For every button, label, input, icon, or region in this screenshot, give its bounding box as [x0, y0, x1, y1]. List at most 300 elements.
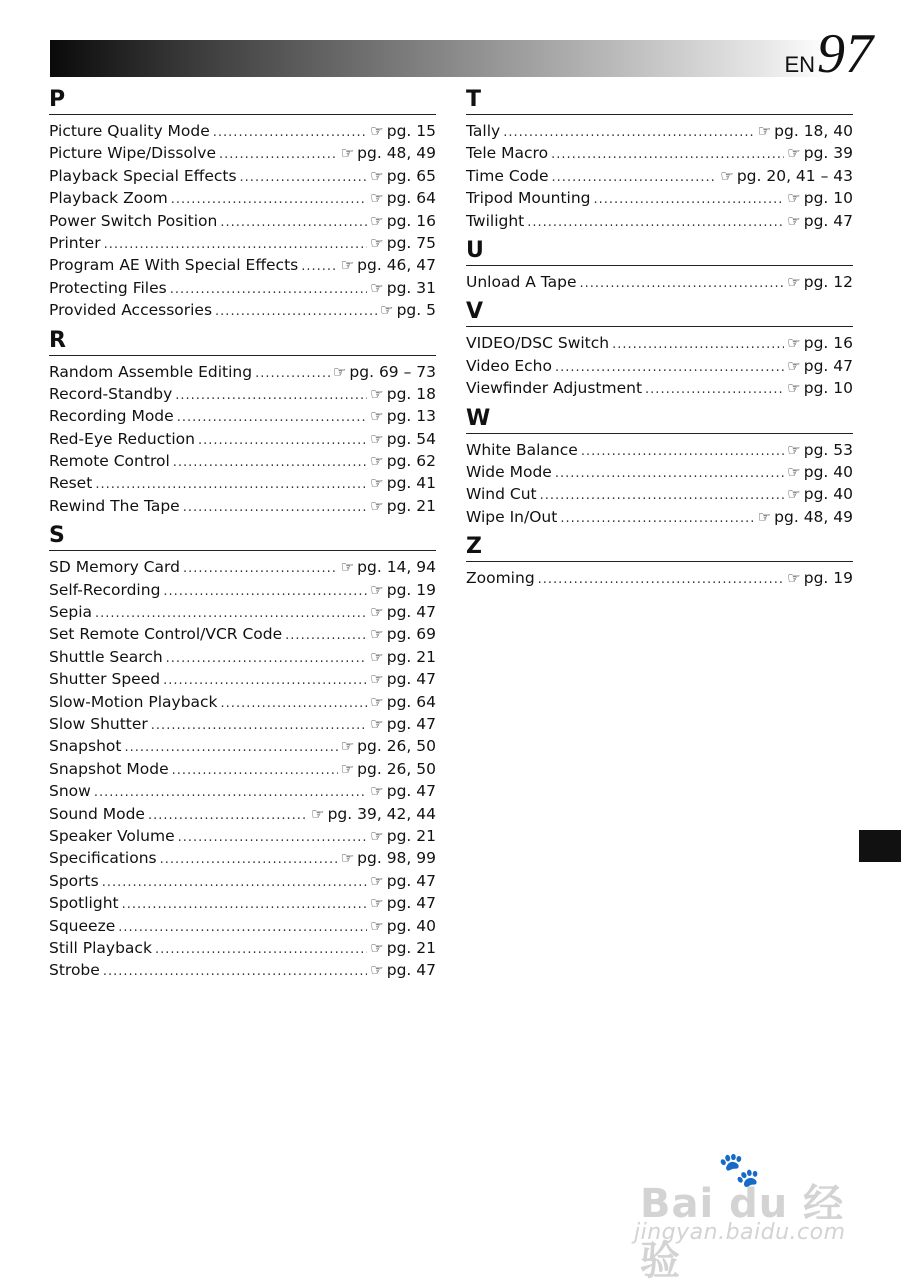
entry-page-ref: [370, 428, 436, 450]
leader-dots: [198, 430, 367, 452]
entry-page-ref: [787, 271, 853, 293]
pointing-hand-icon: ☞: [340, 144, 355, 163]
entry-term: Self-Recording: [49, 580, 161, 599]
page-ref-value: pg. 47: [386, 714, 436, 733]
index-section-w: [466, 405, 853, 529]
pointing-hand-icon: ☞: [370, 647, 384, 666]
page-ref-value: pg. 69: [386, 625, 436, 644]
index-entry: [49, 735, 436, 757]
entry-page-ref: [311, 803, 436, 825]
index-entry: [49, 277, 436, 299]
leader-dots: [166, 648, 368, 670]
entry-page-ref: [370, 825, 436, 847]
entry-page-ref: [333, 361, 436, 383]
index-entry: [466, 483, 853, 505]
index-entry: [49, 623, 436, 645]
entry-term: Spotlight: [49, 894, 119, 913]
leader-dots: [124, 737, 337, 759]
pointing-hand-icon: ☞: [787, 272, 801, 291]
entry-page-ref: [758, 120, 853, 142]
leader-dots: [163, 670, 367, 692]
entry-page-ref: [370, 495, 436, 517]
page-ref-value: pg. 26, 50: [357, 759, 436, 778]
index-entry: [49, 758, 436, 780]
entry-term: Snow: [49, 782, 91, 801]
index-entry: [49, 579, 436, 601]
entry-term: Snapshot: [49, 737, 122, 756]
pointing-hand-icon: ☞: [787, 440, 801, 459]
index-entry: [466, 567, 853, 589]
entry-page-ref: [758, 506, 853, 528]
index-entry: [49, 299, 436, 321]
page-ref-value: pg. 21: [386, 647, 436, 666]
leader-dots: [172, 760, 338, 782]
index-entry: [466, 355, 853, 377]
leader-dots: [177, 407, 368, 429]
leader-dots: [103, 961, 367, 983]
index-entry: [49, 495, 436, 517]
entry-page-ref: [370, 601, 436, 623]
leader-dots: [612, 334, 784, 356]
leader-dots: [148, 805, 308, 827]
pointing-hand-icon: ☞: [370, 452, 384, 471]
entry-term: Tally: [466, 122, 501, 140]
entry-page-ref: [370, 232, 436, 254]
index-entry: [49, 803, 436, 825]
baidu-watermark: [630, 1150, 880, 1284]
page-ref-value: pg. 16: [386, 211, 436, 230]
index-entry: [49, 915, 436, 937]
pointing-hand-icon: ☞: [340, 737, 355, 756]
entry-page-ref: [341, 142, 436, 164]
entry-page-ref: [720, 165, 853, 187]
section-letter: T: [466, 86, 853, 115]
leader-dots: [219, 144, 338, 166]
entry-term: Protecting Files: [49, 278, 167, 297]
entry-page-ref: [370, 713, 436, 735]
leader-dots: [170, 279, 368, 301]
leader-dots: [255, 363, 330, 385]
page-ref-value: pg. 15: [386, 122, 436, 140]
page-ref-value: pg. 18, 40: [774, 122, 853, 140]
page-ref-value: pg. 69 – 73: [349, 362, 436, 381]
entry-page-ref: [370, 210, 436, 232]
page-ref-value: pg. 53: [803, 440, 853, 459]
pointing-hand-icon: ☞: [370, 474, 384, 493]
entry-page-ref: [370, 646, 436, 668]
entry-page-ref: [370, 915, 436, 937]
index-entry: [49, 383, 436, 405]
index-entry: [466, 439, 853, 461]
page-ref-value: pg. 19: [803, 569, 853, 588]
page-ref-value: pg. 47: [386, 670, 436, 689]
entry-term: Tele Macro: [466, 144, 549, 163]
entry-page-ref: [787, 567, 853, 589]
entry-term: Slow Shutter: [49, 714, 148, 733]
leader-dots: [95, 474, 367, 496]
page-ref-value: pg. 47: [386, 961, 436, 980]
entry-term: Specifications: [49, 849, 157, 868]
leader-dots: [155, 939, 367, 961]
entry-page-ref: [370, 405, 436, 427]
leader-dots: [540, 485, 785, 507]
index-entry: [49, 120, 436, 142]
section-letter: R: [49, 327, 436, 356]
pointing-hand-icon: ☞: [787, 485, 801, 504]
index-entry: [49, 405, 436, 427]
index-section-t: [466, 86, 853, 232]
page-ref-value: pg. 62: [386, 452, 436, 471]
pointing-hand-icon: ☞: [370, 189, 384, 208]
leader-dots: [213, 122, 368, 144]
index-column-left: [49, 86, 436, 987]
pointing-hand-icon: ☞: [340, 759, 355, 778]
pointing-hand-icon: ☞: [370, 938, 384, 957]
pointing-hand-icon: ☞: [787, 144, 801, 163]
page-number: [784, 23, 873, 85]
leader-dots: [503, 122, 755, 144]
pointing-hand-icon: ☞: [787, 211, 801, 230]
entry-page-ref: [370, 668, 436, 690]
entry-term: Reset: [49, 474, 93, 493]
index-entry: [49, 601, 436, 623]
index-entry: [49, 210, 436, 232]
index-entry: [49, 870, 436, 892]
leader-dots: [160, 849, 338, 871]
index-entry: [49, 892, 436, 914]
page-ref-value: pg. 14, 94: [357, 558, 436, 577]
page-ref-value: pg. 46, 47: [357, 256, 436, 275]
index-entry: [49, 691, 436, 713]
pointing-hand-icon: ☞: [370, 670, 384, 689]
entry-page-ref: [370, 959, 436, 981]
page-ref-value: pg. 48, 49: [774, 507, 853, 526]
pointing-hand-icon: ☞: [370, 122, 384, 140]
leader-dots: [178, 827, 368, 849]
pointing-hand-icon: ☞: [370, 782, 384, 801]
entry-term: Picture Quality Mode: [49, 122, 210, 140]
entry-page-ref: [370, 892, 436, 914]
index-entry: [49, 825, 436, 847]
entry-term: Video Echo: [466, 356, 552, 375]
leader-dots: [551, 144, 784, 166]
entry-page-ref: [787, 332, 853, 354]
page-ref-value: pg. 75: [386, 233, 436, 252]
pointing-hand-icon: ☞: [370, 429, 384, 448]
index-entry: [49, 361, 436, 383]
leader-dots: [285, 625, 367, 647]
index-entry: [49, 713, 436, 735]
entry-term: Tripod Mounting: [466, 189, 591, 208]
leader-dots: [594, 189, 785, 211]
leader-dots: [104, 234, 368, 256]
entry-term: White Balance: [466, 440, 578, 459]
index-entry: [49, 646, 436, 668]
entry-term: VIDEO/DSC Switch: [466, 334, 610, 353]
leader-dots: [183, 558, 338, 580]
entry-term: Viewfinder Adjustment: [466, 379, 643, 398]
entry-term: Recording Mode: [49, 407, 174, 426]
page-ref-value: pg. 21: [386, 496, 436, 515]
section-letter: V: [466, 298, 853, 327]
pointing-hand-icon: ☞: [787, 462, 801, 481]
entry-page-ref: [787, 461, 853, 483]
index-entry: [466, 187, 853, 209]
entry-page-ref: [787, 439, 853, 461]
page-ref-value: pg. 10: [803, 379, 853, 398]
page-ref-value: pg. 41: [386, 474, 436, 493]
paw-icon: 🐾: [718, 1150, 761, 1190]
index-entry: [466, 461, 853, 483]
entry-term: SD Memory Card: [49, 558, 180, 577]
entry-page-ref: [370, 870, 436, 892]
entry-page-ref: [341, 735, 436, 757]
index-entry: [49, 472, 436, 494]
page-ref-value: pg. 13: [386, 407, 436, 426]
leader-dots: [560, 508, 754, 530]
section-letter: W: [466, 405, 853, 434]
page-ref-value: pg. 16: [803, 334, 853, 353]
index-entry: [466, 506, 853, 528]
index-entry: [49, 937, 436, 959]
pointing-hand-icon: ☞: [370, 692, 384, 711]
entry-page-ref: [370, 187, 436, 209]
entry-term: Playback Zoom: [49, 189, 168, 208]
index-entry: [466, 142, 853, 164]
pointing-hand-icon: ☞: [370, 211, 384, 230]
page-ref-value: pg. 54: [386, 429, 436, 448]
section-letter: P: [49, 86, 436, 115]
page-ref-value: pg. 21: [386, 938, 436, 957]
entry-term: Squeeze: [49, 916, 116, 935]
page-ref-value: pg. 40: [803, 462, 853, 481]
side-index-tab: [859, 830, 901, 862]
page-ref-value: pg. 48, 49: [357, 144, 436, 163]
pointing-hand-icon: ☞: [370, 407, 384, 426]
entry-term: Program AE With Special Effects: [49, 256, 299, 275]
entry-term: Slow-Motion Playback: [49, 692, 218, 711]
entry-page-ref: [341, 758, 436, 780]
index-entry: [466, 165, 853, 187]
entry-term: Shuttle Search: [49, 647, 163, 666]
entry-page-ref: [341, 556, 436, 578]
pointing-hand-icon: ☞: [311, 804, 325, 823]
pointing-hand-icon: ☞: [370, 233, 384, 252]
page-ref-value: pg. 39: [803, 144, 853, 163]
entry-page-ref: [341, 847, 436, 869]
leader-dots: [552, 167, 718, 189]
page-ref-value: pg. 47: [803, 211, 853, 230]
leader-dots: [175, 385, 367, 407]
page-ref-value: pg. 47: [386, 871, 436, 890]
entry-term: Sepia: [49, 603, 93, 622]
entry-term: Wind Cut: [466, 485, 537, 504]
index-entry: [49, 556, 436, 578]
entry-page-ref: [370, 120, 436, 142]
entry-term: Zooming: [466, 569, 535, 588]
entry-page-ref: [787, 210, 853, 232]
index-entry: [49, 780, 436, 802]
entry-page-ref: [380, 299, 436, 321]
entry-page-ref: [787, 187, 853, 209]
page-number-value: 97: [817, 23, 873, 85]
pointing-hand-icon: ☞: [370, 496, 384, 515]
leader-dots: [163, 581, 367, 603]
entry-term: Sound Mode: [49, 804, 145, 823]
entry-term: Unload A Tape: [466, 272, 577, 291]
index-section-z: [466, 533, 853, 589]
page-ref-value: pg. 64: [386, 692, 436, 711]
watermark-url: jingyan.baidu.com: [634, 1220, 846, 1245]
pointing-hand-icon: ☞: [720, 166, 734, 185]
index-entry: [49, 187, 436, 209]
entry-term: Power Switch Position: [49, 211, 218, 230]
entry-term: Twilight: [466, 211, 525, 230]
index-entry: [49, 254, 436, 276]
entry-page-ref: [370, 383, 436, 405]
page-ref-value: pg. 65: [386, 166, 436, 185]
pointing-hand-icon: ☞: [340, 256, 355, 275]
index-entry: [466, 120, 853, 142]
page-ref-value: pg. 21: [386, 826, 436, 845]
leader-dots: [151, 715, 367, 737]
entry-page-ref: [787, 377, 853, 399]
pointing-hand-icon: ☞: [787, 189, 801, 208]
leader-dots: [220, 212, 367, 234]
leader-dots: [173, 452, 368, 474]
entry-page-ref: [370, 691, 436, 713]
leader-dots: [527, 212, 784, 234]
page-ref-value: pg. 10: [803, 189, 853, 208]
pointing-hand-icon: ☞: [370, 826, 384, 845]
page-ref-value: pg. 40: [803, 485, 853, 504]
header-gradient-bar: [50, 40, 830, 77]
entry-page-ref: [370, 579, 436, 601]
index-section-s: [49, 522, 436, 981]
index-entry: [49, 428, 436, 450]
pointing-hand-icon: ☞: [757, 507, 772, 526]
pointing-hand-icon: ☞: [370, 871, 384, 890]
entry-term: Rewind The Tape: [49, 496, 180, 515]
pointing-hand-icon: ☞: [370, 166, 384, 185]
leader-dots: [183, 497, 368, 519]
page-ref-value: pg. 5: [396, 301, 436, 320]
entry-page-ref: [370, 472, 436, 494]
leader-dots: [122, 894, 368, 916]
entry-term: Shutter Speed: [49, 670, 161, 689]
language-label: EN: [784, 52, 815, 77]
entry-page-ref: [341, 254, 436, 276]
entry-term: Strobe: [49, 961, 100, 980]
section-letter: U: [466, 237, 853, 266]
index-entry: [466, 332, 853, 354]
entry-page-ref: [370, 937, 436, 959]
entry-page-ref: [787, 355, 853, 377]
entry-page-ref: [370, 165, 436, 187]
page-ref-value: pg. 20, 41 – 43: [736, 166, 853, 185]
page-ref-value: pg. 18: [386, 384, 436, 403]
section-letter: S: [49, 522, 436, 551]
entry-term: Provided Accessories: [49, 301, 213, 320]
leader-dots: [215, 301, 377, 323]
page-ref-value: pg. 47: [803, 356, 853, 375]
entry-term: Remote Control: [49, 452, 170, 471]
entry-page-ref: [370, 277, 436, 299]
watermark-logo: Bai du 经验: [640, 1181, 845, 1284]
page-ref-value: pg. 26, 50: [357, 737, 436, 756]
entry-page-ref: [787, 483, 853, 505]
entry-page-ref: [370, 623, 436, 645]
leader-dots: [538, 569, 785, 591]
leader-dots: [171, 189, 368, 211]
leader-dots: [94, 782, 367, 804]
pointing-hand-icon: ☞: [370, 625, 384, 644]
index-section-r: [49, 327, 436, 518]
index-entry: [49, 142, 436, 164]
index-entry: [466, 210, 853, 232]
page-ref-value: pg. 31: [386, 278, 436, 297]
entry-term: Wipe In/Out: [466, 507, 558, 526]
pointing-hand-icon: ☞: [370, 894, 384, 913]
entry-term: Playback Special Effects: [49, 166, 237, 185]
leader-dots: [95, 603, 367, 625]
index-entry: [466, 377, 853, 399]
pointing-hand-icon: ☞: [332, 362, 347, 381]
entry-term: Picture Wipe/Dissolve: [49, 144, 217, 163]
index-entry: [49, 165, 436, 187]
entry-term: Sports: [49, 871, 99, 890]
index-entry: [49, 232, 436, 254]
page-ref-value: pg. 39, 42, 44: [327, 804, 436, 823]
pointing-hand-icon: ☞: [787, 356, 801, 375]
index-entry: [49, 847, 436, 869]
page-ref-value: pg. 40: [386, 916, 436, 935]
entry-page-ref: [370, 780, 436, 802]
entry-term: Wide Mode: [466, 462, 552, 481]
leader-dots: [301, 256, 337, 278]
leader-dots: [118, 917, 367, 939]
section-letter: Z: [466, 533, 853, 562]
pointing-hand-icon: ☞: [787, 334, 801, 353]
entry-page-ref: [787, 142, 853, 164]
page-ref-value: pg. 19: [386, 580, 436, 599]
page-ref-value: pg. 47: [386, 603, 436, 622]
leader-dots: [580, 273, 785, 295]
pointing-hand-icon: ☞: [340, 849, 355, 868]
page-ref-value: pg. 64: [386, 189, 436, 208]
leader-dots: [581, 441, 784, 463]
pointing-hand-icon: ☞: [787, 379, 801, 398]
leader-dots: [555, 463, 784, 485]
pointing-hand-icon: ☞: [340, 558, 355, 577]
page-ref-value: pg. 98, 99: [357, 849, 436, 868]
index-section-v: [466, 298, 853, 399]
index-entry: [49, 668, 436, 690]
pointing-hand-icon: ☞: [370, 916, 384, 935]
index-section-u: [466, 237, 853, 293]
entry-term: Random Assemble Editing: [49, 362, 253, 381]
entry-term: Still Playback: [49, 938, 152, 957]
index-entry: [49, 959, 436, 981]
pointing-hand-icon: ☞: [380, 301, 394, 320]
leader-dots: [102, 872, 368, 894]
entry-page-ref: [370, 450, 436, 472]
pointing-hand-icon: ☞: [370, 961, 384, 980]
entry-term: Time Code: [466, 166, 549, 185]
leader-dots: [645, 379, 784, 401]
entry-term: Printer: [49, 233, 101, 252]
pointing-hand-icon: ☞: [370, 278, 384, 297]
